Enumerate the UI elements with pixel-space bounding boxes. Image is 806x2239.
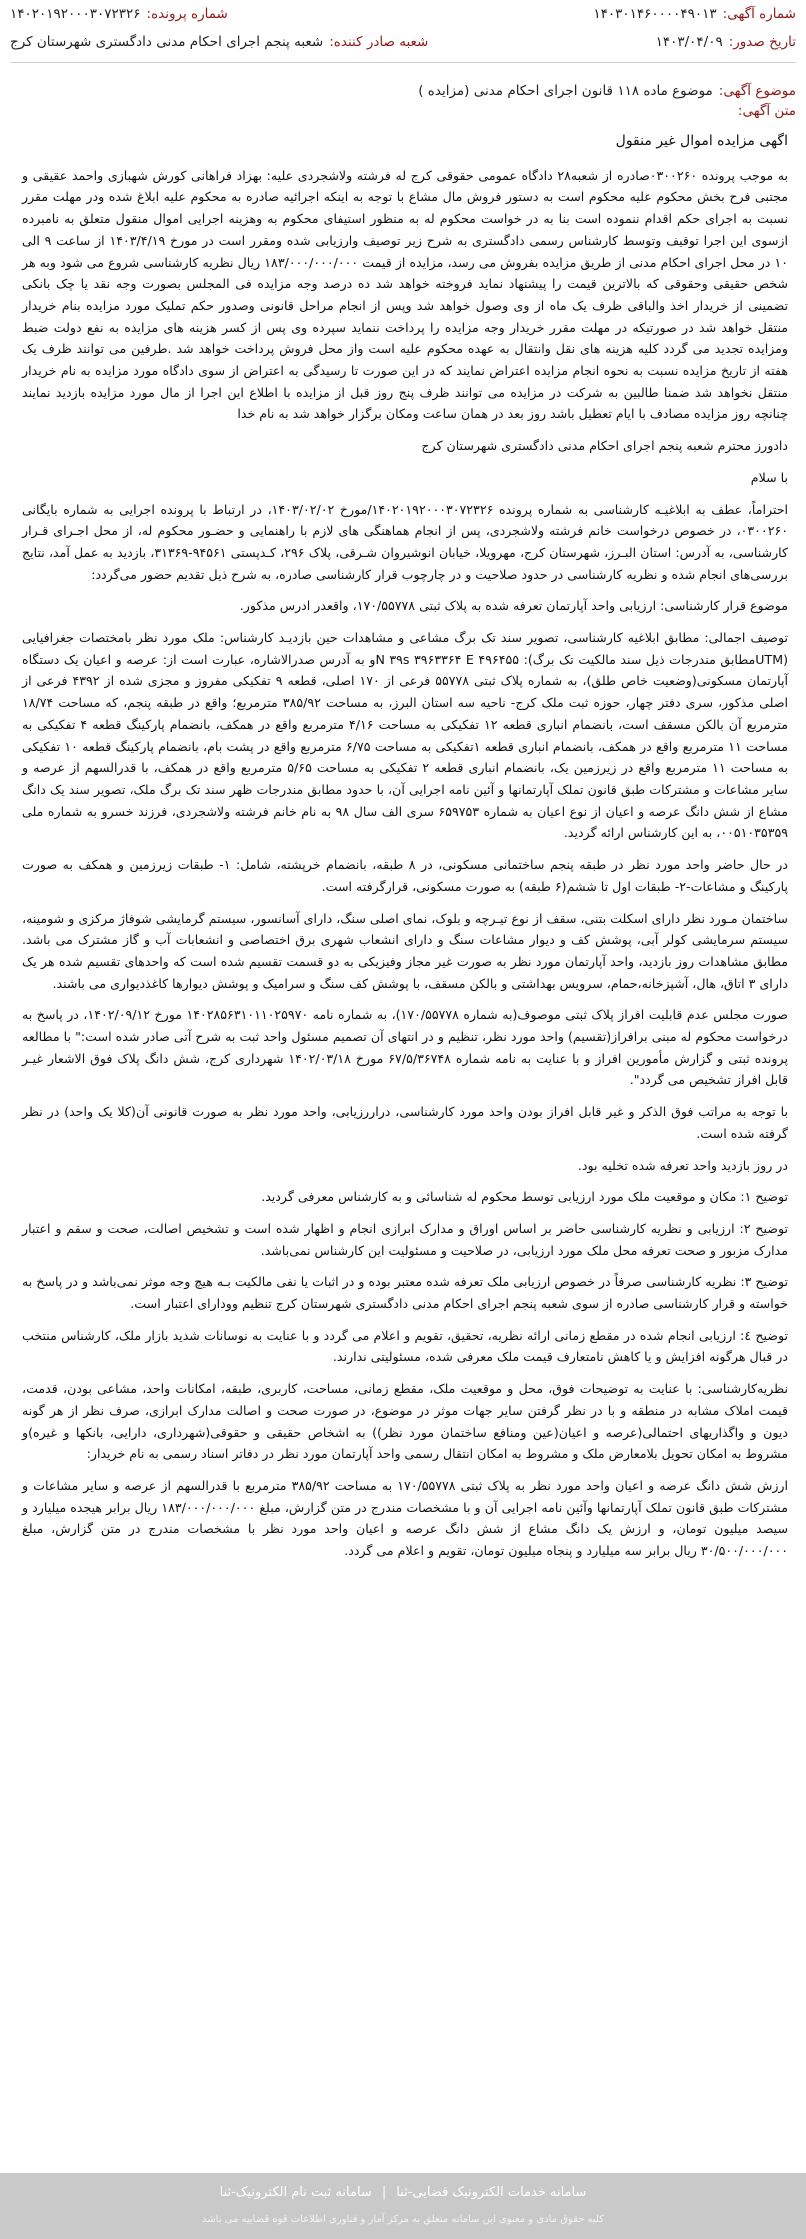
note-1: توضیح ۱: مکان و موقعیت ملک مورد ارزیابی توسط محکوم له شناسائی و به کارشناس معرفی گردید. [261, 1189, 788, 1205]
notice-text-label: متن آگهی: [737, 103, 796, 119]
footer [0, 2173, 806, 2239]
note-2: توضیح ۲: ارزیابی و نظریه کارشناسی حاضر بر اساس اوراق و مدارک ابرازی انجام و اظهار شده است و تشخیص اصالت، صحت و سقم و اعتبار مدارک مزبور و صحت تعرفه محل ملک مورد ارزیابی، در صلاحیت و مسئولیت این کارشناس نمی‌باشد. [22, 1220, 788, 1258]
paragraph-intro: احتراماً، عطف به ابلاغیـه کارشناسی به شماره پرونده ۱۴۰۲۰۱۹۲۰۰۰۳۰۷۲۳۲۶/مورخ ۱۴۰۳/۰۲/۰۲، در ارتباط با پرونده اجرایی به شماره بایگانی ۰۳۰۰۲۶۰، در خصوص درخواست خانم فرشته ولاشجردی، پس از انجام هماهنگی های لازم با راهنمایی و حضـور محکوم له، از محل اجـرای قـرار کارشناسی، به آدرس: استان البـرز، شهرستان کرج، مهرویلا، خیابان انوشیروان شـرقی، پلاک ۲۹۶، کـدپستی ۹۴۵۶۱-۳۱۳۶۹، بازدید به عمل آمد، نتایج بررسی‌های انجام شده و نظریه کارشناسی در حدود صلاحیت و در چارچوب قرار کارشناسی صادره، به شرح ذیل تقدیم حضور می‌گردد: [22, 501, 788, 582]
issue-date-value: ۱۴۰۳/۰۴/۰۹ [655, 34, 723, 50]
subject-value: موضوع ماده ۱۱۸ قانون اجرای احکام مدنی (مزایده ) [418, 83, 713, 99]
paragraph-addressee: دادورز محترم شعبه پنجم اجرای احکام مدنی دادگستری شهرستان کرج [421, 438, 788, 454]
issuer-value: شعبه پنجم اجرای احکام مدنی دادگستری شهرستان کرج [10, 34, 324, 50]
header-row-numbers [10, 0, 796, 28]
note-4: توضیح ٤: ارزیابی انجام شده در مقطع زمانی ارائه نظریه، تحقیق، تقویم و اعلام می گردد و با عنایت به نوسانات شدید بازار ملک، کارشناس منتخب در قبال هرگونه افزایش و یا کاهش نامتعارف قیمت ملک معرفی شده، مسئولیتی ندارند. [22, 1327, 788, 1365]
ad-number [593, 6, 796, 22]
issuer-label: شعبه صادر کننده: [329, 34, 429, 50]
paragraph-valuation: ارزش شش دانگ عرصه و اعیان واحد مورد نظر به پلاک ثبتی ۱۷۰/۵۵۷۷۸ به مساحت ۳۸۵/۹۲ مترمربع با قدرالسهم از عرصه و سایر مشاعات و مشترکات طبق قانون تملک آپارتمانها وآئین نامه اجرایی آن و با مشخصات مندرج در متن گزارش، مبلغ ۱۸۳/۰۰۰/۰۰۰/۰۰۰ ریال برابر هیجده میلیارد و سیصد میلیون تومان، و ارزش یک دانگ مشاع از شش دانگ عرصه و اعیان واحد مورد نظر با مشخصات مندرج در متن گزارش، مبلغ ۳۰/۵۰۰/۰۰۰/۰۰۰ ریال برابر سه میلیارد و پنجاه میلیون تومان، تقویم و اعلام می گردد. [22, 1477, 788, 1559]
footer-link-sana-services[interactable]: سامانه خدمات الکترونیک قضایی-ثنا [396, 2185, 587, 2200]
paragraph-consideration: با توجه به مراتب فوق الذکر و غیر قابل افراز بودن واحد مورد کارشناسی، دراررزیابی، واحد مورد نظر به صورت قانونی آن(کلا یک واحد) در نظر گرفته شده است. [22, 1104, 788, 1141]
note-3: توضیح ۳: نظریه کارشناسی صرفاً در خصوص ارزیابی ملک تعرفه شده معتبر بوده و در اثبات یا نفی مالکیت بـه هیچ وجه موثر نمی‌باشد و در پاسخ به خواسته و قرار کارشناسی صادره از سوی شعبه پنجم اجرای احکام مدنی دادگستری شهرستان کرج تنظیم وودارای اعتبار است. [22, 1274, 788, 1312]
ad-number-value: ۱۴۰۳۰۱۴۶۰۰۰۰۴۹۰۱۳ [593, 6, 717, 22]
footer-copyright: کلیه حقوق مادی و معنوی این سامانه متعلق به مرکز آمار و فناوری اطلاعات قوه قضاییه می باشد [202, 2214, 604, 2225]
notice-body [10, 131, 796, 1562]
footer-separator: | [381, 2185, 387, 2200]
issue-date [656, 34, 796, 50]
notice-title: اگهی مزایده اموال غیر منقول [615, 133, 788, 149]
case-number-label: شماره پرونده: [146, 6, 228, 22]
issuer [10, 34, 428, 50]
paragraph-current-state: در حال حاضر واحد مورد نظر در طبقه پنجم ساختمانی مسکونی، در ۸ طبقه، بانضمام خرپشته، شامل: ۱- طبقات زیرزمین و همکف به صورت پارکینگ و مشاعات-۲- طبقات اول تا ششم(۶ طبقه) به صورت مسکونی، قرارگرفته است. [22, 857, 789, 894]
paragraph-greeting: با سلام [750, 469, 788, 485]
paragraph-auction: به موجب پرونده ۰۳۰۰۲۶۰صادره از شعبه۲۸ دادگاه عمومی حقوقی کرج له فرشته ولاشجردی علیه: بهزاد فراهانی کورش شهبازی واحمد عقیقی و مجتبی فرح بخش محکوم علیه محکوم است به دستور فروش مال مشاع با توجه به اینکه اجرائیه صادره به محکوم علیه ابلاغ شده ودر مهلت مقرر نسبت به اجرای حکم اقدام ننموده است بنا به در خواست محکوم له به منظور استیفای محکوم به وهزینه اجرایی اموال منقول متعلق به نامبرده ازسوی این اجرا توقیف وتوسط کارشناس رسمی دادگستری به شرح زیر توصیف وارزیابی شده ومقرر است در مورخ ۱۴۰۳/۴/۱۹ از ساعت ۹ الی ۱۰ در محل اجرای احکام مدنی از طریق مزایده بفروش می رسد، مزایده از قیمت ۱۸۳/۰۰۰/۰۰۰/۰۰۰ ریال نظریه کارشناسی شروع می شود وبه هر شخص حقیقی وحقوقی که بالاترین قیمت را پیشنهاد نماید فروخته خواهد شد ده درصد وجه مزایده فی المجلس بصورت وجه نقد یا چک بانکی تضمینی از خریدار اخذ والباقی ظرف یک ماه از وی وصول خواهد شد وپس از انجام مراحل قانونی وصدور حکم تملیک مورد مزایده بنام خریدار منتقل خواهد شد در صورتیکه در مهلت مقرر خریدار وجه مزایده را پرداخت ننماید سپرده وی پس از کسر هزینه های مزایده به نفع دولت ضبط ومزایده تجدید می گردد کلیه هزینه های نقل وانتقال به عهده محکوم علیه است واز محل فروش پرداخت خواهد شد .طرفین می توانند ظرف یک هفته از تاریخ مزایده نسبت به نحوه انجام مزایده اعتراض نمایند که در این صورت تا رسیدگی به اعتراض از سوی دادگاه مورد مزایده به نام خریدار منتقل نخواهد شد ضمنا طالبین به شرکت در مزایده می توانند ظرف پنج روز قبل از مزایده با اطلاع این اجرا از مال مورد مزایده بازدید نمایند چنانچه روز مزایده مصادف با ایام تعطیل باشد روز بعد در همان ساعت ومکان برگزار خواهد شد به نام خدا [22, 167, 788, 422]
footer-links [0, 2173, 806, 2200]
subject-row [10, 69, 796, 99]
ad-number-label: شماره آگهی: [722, 6, 796, 22]
paragraph-vacant: در روز بازدید واحد تعرفه شده تخلیه بود. [577, 1157, 788, 1173]
footer-link-sana-registration[interactable]: سامانه ثبت نام الکترونیک-ثنا [219, 2185, 372, 2200]
subject-label: موضوع آگهی: [718, 83, 796, 99]
issue-date-label: تاریخ صدور: [728, 34, 796, 50]
paragraph-partition: صورت مجلس عدم قابلیت افراز پلاک ثبتی موصوف(به شماره ۱۷۰/۵۵۷۷۸)، به شماره نامه ۱۴۰۲۸۵۶۳۱۰۱۱۰۲۵۹۷۰ مورخ ۱۴۰۲/۰۹/۱۲، در پاسخ به درخواست محکوم له مبنی برافراز(تقسیم) واحد مورد نظر، تنظیم و در انتهای آن تصمیم مسئول واحد ثبت به شرح آتی صادر شده است:" با مطالعه پرونده ثبتی و گزارش مأمورین افراز و با عنایت به نامه شماره ۶۷/۵/۳۶۷۴۸ مورخ ۱۴۰۲/۰۳/۱۸ شهرداری کرج، شش دانگ پلاک فوق الاشعار غیـر قابل افراز تشخیص می گردد". [22, 1007, 788, 1088]
case-number-value: ۱۴۰۲۰۱۹۲۰۰۰۳۰۷۲۳۲۶ [10, 6, 141, 22]
paragraph-subject: موضوع قرار کارشناسی: ارزیابی واحد آپارتمان تعرفه شده به پلاک ثبتی ۱۷۰/۵۵۷۷۸، واقعدر ادرس مذکور. [239, 598, 788, 614]
paragraph-building: ساختمان مـورد نظر دارای اسکلت بتنی، سقف از نوع تیـرچه و بلوک، نمای اصلی سنگ، دارای آسانسور، سیستم گرمایشی شوفاژ مرکزی و شومینه، سیستم سرمایشی کولر آبی، پوشش کف و دیوار مشاعات سنگ و دارای انشعاب شهری برق اختصاصی و انشعابات آب و گاز مشترک می باشد. مطابق مشاهدات روز بازدید، واحد آپارتمان مورد نظر به صورت غیر مجاز وفیزیکی به دو قسمت تقسیم شده است که واحدهای تقسیم شده هر یک دارای ۳ اتاق، هال، آشپزخانه،حمام، سرویس بهداشتی و بالکن مسقف، با پوشش کف سنگ و سرامیک و پوشش دیوارها کاغذدیواری می باشند. [22, 910, 788, 991]
paragraph-description: توصیف اجمالی: مطابق ابلاغیه کارشناسی، تصویر سند تک برگ مشاعی و مشاهدات حین بازدیـد کارشناس: ملک مورد نظر بامختصات جغرافیایی (UTMمطابق مندرجات ذیل سند مالکیت تک برگ): N ۳۹s ۳۹۶۳۳۶۴ E ۴۹۶۴۵۵و به آدرس صدرالاشاره، عبارت است از: عرصه و اعیان یک دستگاه آپارتمان مسکونی(وضعیت خاص طلق)، به شماره پلاک ثبتی ۵۵۷۷۸ فرعی از ۱۷۰ اصلی، قطعه ۹ تفکیکی مفروز و مجزی شده از ۴۳۹۲ فرعی از اصلی مذکور، سری دفتر چهار، حوزه ثبت ملک کرج- ناحیه سه استان البرز، به مساحت ۳۸۵/۹۲ مترمربع؛ واقع در طبقه پنجم، که مساحت ۱۸/۷۴ مترمربع آن بالکن مسقف است، بانضمام انباری قطعه ۱۲ تفکیکی به مساحت ۴/۱۶ مترمربع واقع در همکف، بانضمام پارکینگ قطعه ۴ تفکیکی به مساحت ۱۱ مترمربع واقع در همکف، بانضمام انباری قطعه ۱تفکیکی به مساحت ۶/۷۵ مترمربع واقع در پشت بام، بانضمام پارکینگ قطعه ۱۰ تفکیکی به مساحت ۱۱ مترمربع واقع در زیرزمین یک، بانضمام انباری قطعه ۲ تفکیکی به مساحت ۵/۶۵ مترمربع واقع در همکف، با قدرالسهم از عرصه و سایر مشاعات و مشترکات طبق قانون تملک آپارتمانها و آئین نامه اجرایی آن، با حدود مطابق مندرجات ظهر سند تک برگ ملک، تصویر سند یک دانگ مشاع از شش دانگ عرصه و اعیان از نوع اعیان به شماره ۶۵۹۷۵۳ سری الف سال ۹۸ به نام خانم فرشته ولاشجردی، فرزند خسرو به شماره ملی ۰۰۵۱۰۳۵۳۵۹، به این کارشناس ارائه گردید. [22, 630, 789, 841]
case-number [10, 6, 228, 22]
header-divider [10, 62, 796, 63]
header-row-issue [10, 28, 796, 56]
paragraph-expert-opinion: نظریه‌کارشناسی: با عنایت به توضیحات فوق، محل و موقعیت ملک، مقطع زمانی، مساحت، کاربری، طبقه، امکانات واحد، مشاعی بودن، قدمت، قیمت املاک مشابه در منطقه و با در نظر گرفتن سایر جهات موثر در موضوع، در صورت صحت و اصالت مدارک ابرازی، صرف نظر از هر گونه دیون و واگذاریهای احتمالی(عرصه و اعیان(عین ومنافع ساختمان مورد نظر)) به اشخاص حقیقی و حقوقی(شهرداری، دارایی، بانکها و غیره)و مشروط به امکان تحویل بلامعارض ملک و مشروط به امکان انتقال رسمی واحد آپارتمان مورد نظر در دفاتر اسناد رسمی به نام خریدار: [22, 1381, 788, 1462]
